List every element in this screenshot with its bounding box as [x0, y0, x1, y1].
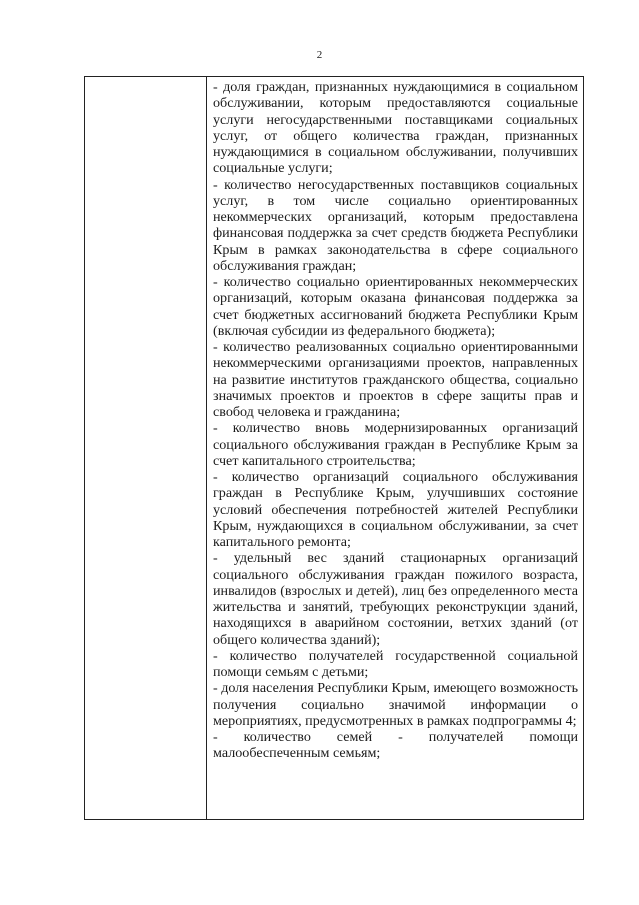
- indicator-item: - доля населения Республики Крым, имеющего возможность получения социально значимой информации о мероприятиях, предусмотренных в рамках подпрограммы 4;: [213, 680, 578, 729]
- indicator-item: - количество негосударственных поставщиков социальных услуг, в том числе социально ориентированных некоммерческих организаций, которым предоставлена финансовая поддержка за счет средств бюджета Республики Крым в рамках законодательства в сфере социального обслуживания граждан;: [213, 176, 578, 274]
- indicator-item: - количество социально ориентированных некоммерческих организаций, которым оказана финансовая поддержка за счет бюджетных ассигнований бюджета Республики Крым (включая субсидии из федерального бюджета);: [213, 274, 578, 339]
- indicators-table: [84, 76, 584, 820]
- indicator-item: - количество реализованных социально ориентированными некоммерческими организациями проектов, направленных на развитие институтов гражданского общества, социально значимых проектов и проектов в сфере защиты прав и свобод человека и гражданина;: [213, 339, 578, 420]
- indicator-item: - количество получателей государственной социальной помощи семьям с детьми;: [213, 647, 578, 680]
- table-right-cell: [207, 77, 583, 819]
- table-left-cell: [85, 77, 207, 819]
- indicator-item: - количество организаций социального обслуживания граждан в Республике Крым, улучшивших состояние условий обеспечения потребностей жителей Республики Крым, нуждающихся в социальном обслуживании, за счет капитального ремонта;: [213, 469, 578, 550]
- indicator-item: - удельный вес зданий стационарных организаций социального обслуживания граждан пожилого возраста, инвалидов (взрослых и детей), лиц без определенного места жительства и занятий, требующих реконструкции зданий, находящихся в аварийном состоянии, ветхих зданий (от общего количества зданий);: [213, 550, 578, 648]
- page-number: 2: [316, 49, 323, 61]
- indicator-item: - количество семей - получателей помощи малообеспеченным семьям;: [213, 729, 578, 762]
- indicator-item: - количество вновь модернизированных организаций социального обслуживания граждан в Республике Крым за счет капитального строительства;: [213, 420, 578, 469]
- indicator-item: - доля граждан, признанных нуждающимися в социальном обслуживании, которым предоставляются социальные услуги негосударственными поставщиками социальных услуг, от общего количества граждан, признанных нуждающимися в социальном обслуживании, получивших социальные услуги;: [213, 79, 578, 177]
